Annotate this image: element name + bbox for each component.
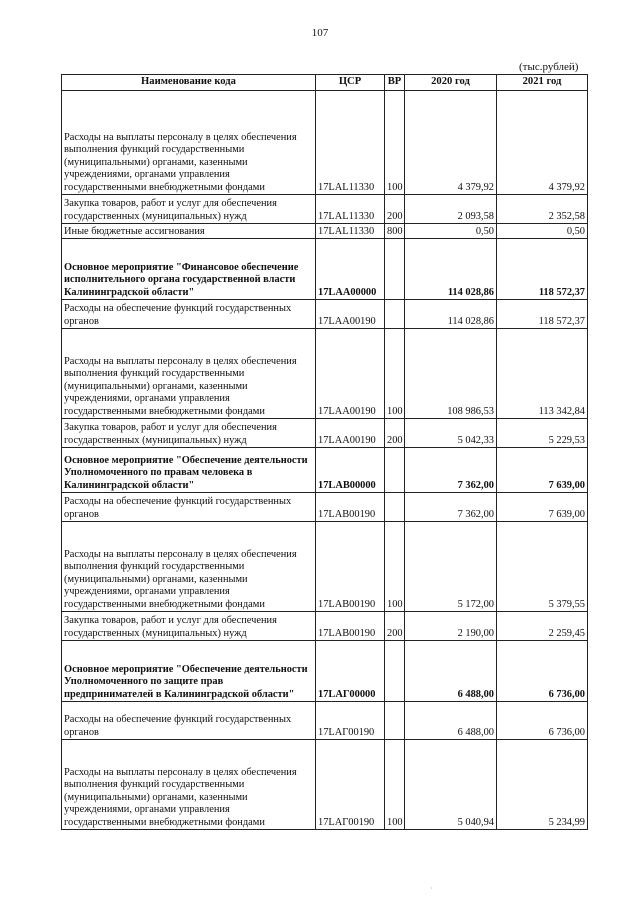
row-vr: 800 bbox=[385, 224, 405, 239]
row-2020: 4 379,92 bbox=[405, 91, 497, 195]
row-2021: 118 572,37 bbox=[497, 300, 588, 329]
row-vr bbox=[385, 239, 405, 300]
row-csr: 17LAГ00190 bbox=[316, 740, 385, 830]
table-row bbox=[62, 91, 588, 195]
table-row bbox=[62, 740, 588, 830]
row-name: Иные бюджетные ассигнования bbox=[62, 224, 316, 239]
page-number: 107 bbox=[311, 27, 329, 39]
table-row-section bbox=[62, 448, 588, 493]
row-name: Закупка товаров, работ и услуг для обеспечения государственных (муниципальных) нужд bbox=[62, 419, 316, 448]
header-vr: ВР bbox=[385, 75, 405, 91]
row-2021: 5 234,99 bbox=[497, 740, 588, 830]
row-2020: 6 488,00 bbox=[405, 641, 497, 702]
row-name: Основное мероприятие "Обеспечение деятельности Уполномоченного по защите прав предпринимателей в Калининградской области" bbox=[62, 641, 316, 702]
row-name: Основное мероприятие "Обеспечение деятельности Уполномоченного по правам человека в Калининградской области" bbox=[62, 448, 316, 493]
row-2021: 4 379,92 bbox=[497, 91, 588, 195]
row-vr bbox=[385, 702, 405, 740]
row-2020: 108 986,53 bbox=[405, 329, 497, 419]
row-2020: 5 040,94 bbox=[405, 740, 497, 830]
table-row bbox=[62, 419, 588, 448]
row-vr: 200 bbox=[385, 419, 405, 448]
row-csr: 17LAA00190 bbox=[316, 300, 385, 329]
budget-table bbox=[61, 74, 588, 830]
row-vr: 100 bbox=[385, 522, 405, 612]
row-name: Расходы на выплаты персоналу в целях обеспечения выполнения функций государственными (муниципальными) органами, казенными учреждениями, органами управления государственными внебюджетными фондами bbox=[62, 740, 316, 830]
row-2020: 5 172,00 bbox=[405, 522, 497, 612]
row-2021: 113 342,84 bbox=[497, 329, 588, 419]
row-2021: 5 229,53 bbox=[497, 419, 588, 448]
row-vr: 200 bbox=[385, 195, 405, 224]
row-2020: 6 488,00 bbox=[405, 702, 497, 740]
table-row bbox=[62, 702, 588, 740]
row-name: Закупка товаров, работ и услуг для обеспечения государственных (муниципальных) нужд bbox=[62, 612, 316, 641]
row-csr: 17LAB00190 bbox=[316, 612, 385, 641]
row-2021: 7 639,00 bbox=[497, 448, 588, 493]
row-2020: 114 028,86 bbox=[405, 300, 497, 329]
row-name: Расходы на обеспечение функций государственных органов bbox=[62, 702, 316, 740]
table-header-row bbox=[62, 75, 588, 91]
table-row bbox=[62, 224, 588, 239]
row-vr bbox=[385, 641, 405, 702]
row-name: Расходы на выплаты персоналу в целях обеспечения выполнения функций государственными (муниципальными) органами, казенными учреждениями, органами управления государственными внебюджетными фондами bbox=[62, 91, 316, 195]
table-row bbox=[62, 522, 588, 612]
row-csr: 17LAB00190 bbox=[316, 522, 385, 612]
row-csr: 17LAA00190 bbox=[316, 419, 385, 448]
row-2021: 2 259,45 bbox=[497, 612, 588, 641]
row-2021: 7 639,00 bbox=[497, 493, 588, 522]
table-row bbox=[62, 612, 588, 641]
row-vr bbox=[385, 300, 405, 329]
row-2021: 2 352,58 bbox=[497, 195, 588, 224]
header-2020: 2020 год bbox=[405, 75, 497, 91]
row-2021: 5 379,55 bbox=[497, 522, 588, 612]
row-csr: 17LAA00190 bbox=[316, 329, 385, 419]
table-row bbox=[62, 493, 588, 522]
row-csr: 17LAL11330 bbox=[316, 91, 385, 195]
row-name: Расходы на выплаты персоналу в целях обеспечения выполнения функций государственными (муниципальными) органами, казенными учреждениями, органами управления государственными внебюджетными фондами bbox=[62, 329, 316, 419]
row-csr: 17LAB00190 bbox=[316, 493, 385, 522]
row-vr bbox=[385, 448, 405, 493]
row-csr: 17LAL11330 bbox=[316, 195, 385, 224]
row-csr: 17LAL11330 bbox=[316, 224, 385, 239]
row-csr: 17LAA00000 bbox=[316, 239, 385, 300]
row-2021: 6 736,00 bbox=[497, 702, 588, 740]
row-name: Основное мероприятие "Финансовое обеспечение исполнительного органа государственной власти Калининградской области" bbox=[62, 239, 316, 300]
row-2020: 7 362,00 bbox=[405, 493, 497, 522]
row-name: Расходы на выплаты персоналу в целях обеспечения выполнения функций государственными (муниципальными) органами, казенными учреждениями, органами управления государственными внебюджетными фондами bbox=[62, 522, 316, 612]
row-csr: 17LAГ00190 bbox=[316, 702, 385, 740]
header-name: Наименование кода bbox=[62, 75, 316, 91]
row-2020: 0,50 bbox=[405, 224, 497, 239]
table-row bbox=[62, 329, 588, 419]
row-2020: 2 190,00 bbox=[405, 612, 497, 641]
row-name: Расходы на обеспечение функций государственных органов bbox=[62, 493, 316, 522]
header-2021: 2021 год bbox=[497, 75, 588, 91]
row-2021: 6 736,00 bbox=[497, 641, 588, 702]
row-vr bbox=[385, 493, 405, 522]
row-csr: 17LAB00000 bbox=[316, 448, 385, 493]
row-vr: 200 bbox=[385, 612, 405, 641]
row-2020: 7 362,00 bbox=[405, 448, 497, 493]
row-2020: 2 093,58 bbox=[405, 195, 497, 224]
row-vr: 100 bbox=[385, 91, 405, 195]
row-vr: 100 bbox=[385, 329, 405, 419]
row-2021: 0,50 bbox=[497, 224, 588, 239]
header-csr: ЦСР bbox=[316, 75, 385, 91]
row-name: Закупка товаров, работ и услуг для обеспечения государственных (муниципальных) нужд bbox=[62, 195, 316, 224]
row-name: Расходы на обеспечение функций государственных органов bbox=[62, 300, 316, 329]
table-row-section bbox=[62, 239, 588, 300]
table-row-section bbox=[62, 641, 588, 702]
scan-speck: · bbox=[430, 884, 433, 893]
row-vr: 100 bbox=[385, 740, 405, 830]
row-2021: 118 572,37 bbox=[497, 239, 588, 300]
table-row bbox=[62, 195, 588, 224]
row-2020: 5 042,33 bbox=[405, 419, 497, 448]
table-row bbox=[62, 300, 588, 329]
row-csr: 17LAГ00000 bbox=[316, 641, 385, 702]
row-2020: 114 028,86 bbox=[405, 239, 497, 300]
units-note: (тыс.рублей) bbox=[519, 61, 579, 73]
